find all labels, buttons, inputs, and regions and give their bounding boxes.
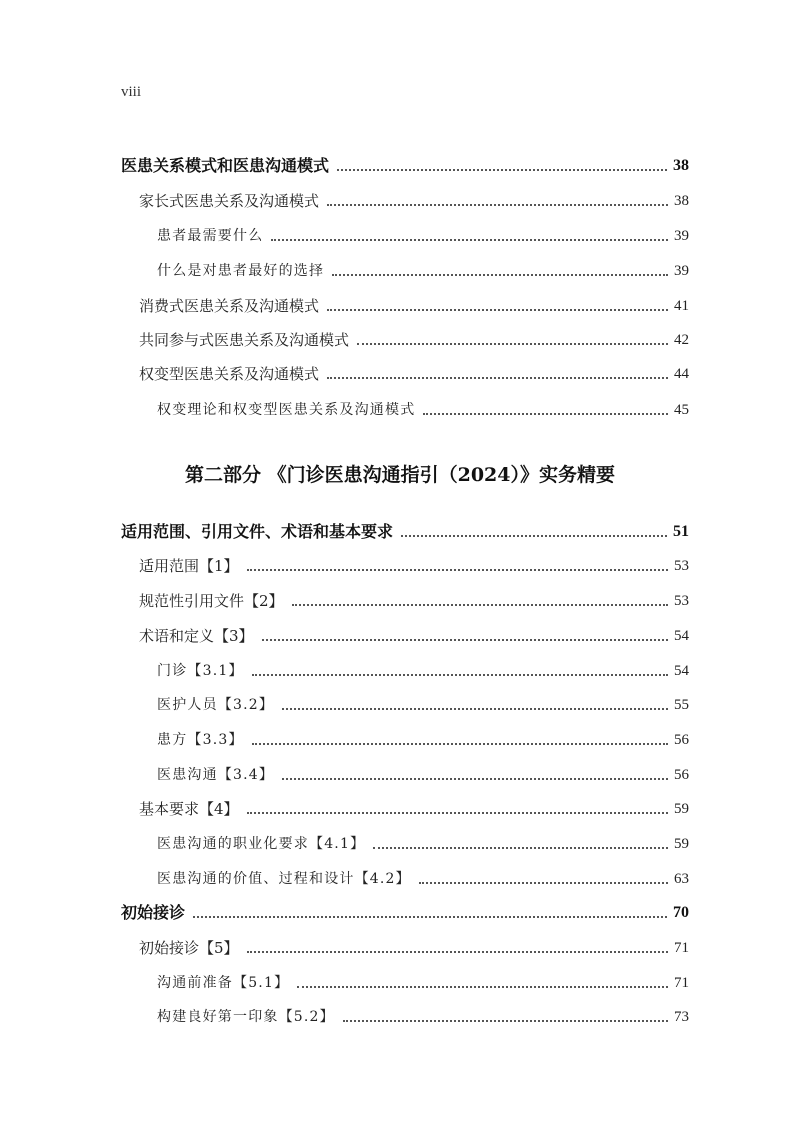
- dot-leader: [252, 674, 668, 676]
- dot-leader: [327, 204, 668, 206]
- dot-leader: [247, 812, 668, 814]
- toc-entry[interactable]: [139, 548, 689, 576]
- toc-entry-page: 42: [674, 332, 689, 348]
- toc-entry[interactable]: [139, 583, 689, 611]
- toc-entry-page: 55: [674, 697, 689, 713]
- toc-entry-title: 初始接诊: [121, 903, 186, 922]
- toc-entry-title: 基本要求【4】: [139, 800, 239, 818]
- toc-entry-title: 共同参与式医患关系及沟通模式: [139, 331, 350, 349]
- dot-leader: [297, 986, 668, 988]
- dot-leader: [252, 743, 668, 745]
- toc-entry-title: 初始接诊【5】: [139, 939, 239, 957]
- toc-entry-page: 38: [674, 193, 689, 209]
- dot-leader: [327, 309, 668, 311]
- toc-entry[interactable]: [157, 687, 689, 715]
- toc-entry[interactable]: [157, 218, 689, 246]
- toc-entry-page: 54: [674, 628, 689, 644]
- dot-leader: [423, 413, 668, 415]
- dot-leader: [193, 916, 667, 918]
- toc-entry[interactable]: [139, 791, 689, 819]
- toc-entry-page: 59: [674, 801, 689, 817]
- toc-entry[interactable]: [157, 722, 689, 750]
- toc-entry[interactable]: [157, 757, 689, 785]
- toc-entry-page: 71: [674, 975, 689, 991]
- toc-entry-title: 医患沟通【3.4】: [157, 767, 275, 783]
- dot-leader: [327, 377, 668, 379]
- toc-entry[interactable]: [139, 288, 689, 316]
- toc-entry-title: 适用范围【1】: [139, 557, 239, 575]
- toc-entry-title: 构建良好第一印象【5.2】: [157, 1009, 335, 1025]
- dot-leader: [271, 239, 668, 241]
- toc-entry-title: 消费式医患关系及沟通模式: [139, 297, 320, 315]
- toc-entry-page: 53: [674, 593, 689, 609]
- toc-entry[interactable]: [157, 965, 689, 993]
- toc-entry-page: 41: [674, 298, 689, 314]
- toc-entry-page: 53: [674, 558, 689, 574]
- toc-entry-page: 70: [673, 904, 689, 921]
- toc-entry-page: 39: [674, 228, 689, 244]
- toc-entry[interactable]: [139, 322, 689, 350]
- toc-entry[interactable]: [157, 861, 689, 889]
- toc-entry-page: 38: [673, 157, 689, 174]
- toc-entry-page: 39: [674, 263, 689, 279]
- toc-entry-title: 沟通前准备【5.1】: [157, 975, 290, 991]
- toc-entry[interactable]: [139, 356, 689, 384]
- toc-entry[interactable]: [121, 895, 689, 923]
- toc-entry-title: 医患沟通的职业化要求【4.1】: [157, 836, 366, 852]
- dot-leader: [247, 569, 668, 571]
- toc-entry-title: 患方【3.3】: [157, 732, 244, 748]
- dot-leader: [292, 604, 668, 606]
- toc-entry-title: 适用范围、引用文件、术语和基本要求: [121, 522, 394, 541]
- toc-entry[interactable]: [121, 148, 689, 176]
- toc-entry-page: 56: [674, 732, 689, 748]
- dot-leader: [247, 951, 668, 953]
- toc-entry-page: 54: [674, 663, 689, 679]
- dot-leader: [357, 343, 668, 345]
- toc-entry-title: 术语和定义【3】: [139, 627, 254, 645]
- toc-entry-page: 59: [674, 836, 689, 852]
- toc-entry[interactable]: [121, 514, 689, 542]
- toc-entry-page: 51: [673, 523, 689, 540]
- toc-entry-page: 73: [674, 1009, 689, 1025]
- toc-entry-title: 患者最需要什么: [157, 228, 264, 244]
- toc-entry-title: 家长式医患关系及沟通模式: [139, 192, 320, 210]
- toc-entry[interactable]: [157, 392, 689, 420]
- toc-entry[interactable]: [157, 253, 689, 281]
- dot-leader: [282, 708, 668, 710]
- toc-entry[interactable]: [139, 930, 689, 958]
- dot-leader: [332, 274, 668, 276]
- dot-leader: [373, 847, 668, 849]
- toc-entry-title: 权变理论和权变型医患关系及沟通模式: [157, 402, 416, 418]
- dot-leader: [419, 882, 668, 884]
- toc-entry[interactable]: [139, 183, 689, 211]
- toc-entry[interactable]: [157, 826, 689, 854]
- toc-entry-title: 医患关系模式和医患沟通模式: [121, 156, 330, 175]
- dot-leader: [401, 535, 667, 537]
- toc-entry-page: 71: [674, 940, 689, 956]
- section-heading: 第二部分 《门诊医患沟通指引（2024）》实务精要: [185, 464, 615, 486]
- toc-entry[interactable]: [157, 999, 689, 1027]
- toc-entry-title: 医患沟通的价值、过程和设计【4.2】: [157, 871, 411, 887]
- dot-leader: [282, 778, 668, 780]
- toc-entry[interactable]: [157, 653, 689, 681]
- toc-entry-page: 63: [674, 871, 689, 887]
- page-number: viii: [121, 84, 142, 100]
- toc-entry-title: 权变型医患关系及沟通模式: [139, 365, 320, 383]
- dot-leader: [343, 1020, 668, 1022]
- dot-leader: [262, 639, 668, 641]
- toc-entry-title: 医护人员【3.2】: [157, 697, 275, 713]
- toc-entry-title: 什么是对患者最好的选择: [157, 263, 325, 279]
- toc-entry-page: 45: [674, 402, 689, 418]
- toc-entry-page: 44: [674, 366, 689, 382]
- toc-entry-title: 规范性引用文件【2】: [139, 592, 284, 610]
- toc-entry[interactable]: [139, 618, 689, 646]
- toc-entry-title: 门诊【3.1】: [157, 663, 244, 679]
- dot-leader: [337, 169, 667, 171]
- toc-entry-page: 56: [674, 767, 689, 783]
